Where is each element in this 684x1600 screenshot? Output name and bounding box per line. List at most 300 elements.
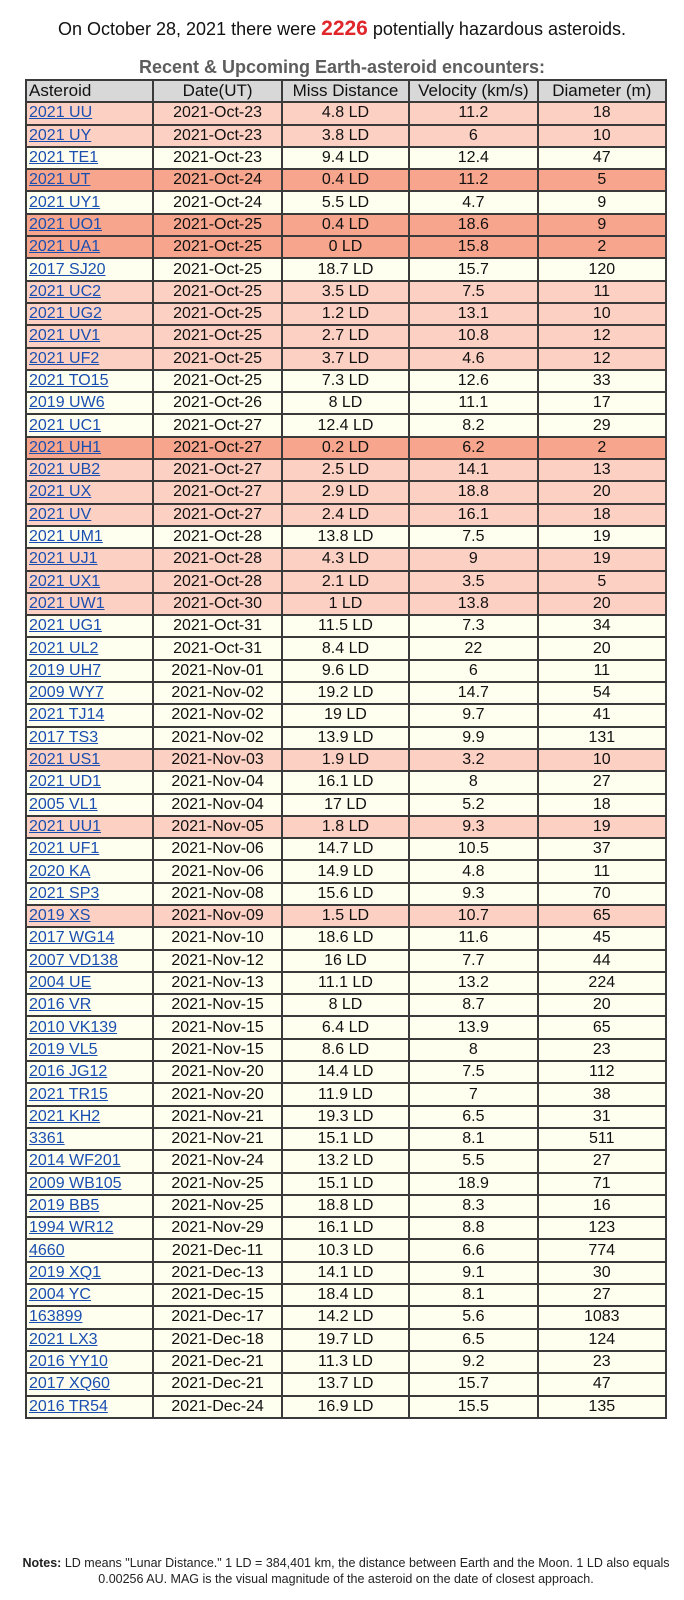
diameter-cell: 20 xyxy=(538,593,666,615)
asteroid-cell xyxy=(26,682,153,704)
diameter-cell: 123 xyxy=(538,1217,666,1239)
velocity-cell: 5.6 xyxy=(409,1306,537,1328)
asteroid-cell xyxy=(26,1195,153,1217)
diameter-cell: 20 xyxy=(538,481,666,503)
velocity-cell: 18.9 xyxy=(409,1173,537,1195)
asteroid-link[interactable]: 2009 WY7 xyxy=(29,684,104,702)
diameter-cell: 38 xyxy=(538,1083,666,1105)
table-row xyxy=(26,794,666,816)
table-row xyxy=(26,1173,666,1195)
velocity-cell: 5.5 xyxy=(409,1150,537,1172)
asteroid-cell xyxy=(26,727,153,749)
miss-distance-cell: 15.6 LD xyxy=(282,883,409,905)
asteroid-cell xyxy=(26,1128,153,1150)
miss-distance-cell: 16.9 LD xyxy=(282,1396,409,1418)
asteroid-link[interactable]: 2021 UT xyxy=(29,171,91,189)
table-row xyxy=(26,1262,666,1284)
diameter-cell: 9 xyxy=(538,191,666,213)
velocity-cell: 9.9 xyxy=(409,727,537,749)
diameter-cell: 19 xyxy=(538,548,666,570)
velocity-cell: 10.8 xyxy=(409,325,537,347)
diameter-cell: 47 xyxy=(538,147,666,169)
diameter-cell: 224 xyxy=(538,972,666,994)
miss-distance-cell: 2.7 LD xyxy=(282,325,409,347)
asteroid-cell xyxy=(26,615,153,637)
date-cell: 2021-Oct-23 xyxy=(153,147,281,169)
table-row xyxy=(26,548,666,570)
table-row xyxy=(26,1083,666,1105)
asteroid-link[interactable]: 3361 xyxy=(29,1130,65,1148)
asteroid-link[interactable]: 2005 VL1 xyxy=(29,795,98,813)
miss-distance-cell: 19.3 LD xyxy=(282,1106,409,1128)
date-cell: 2021-Nov-15 xyxy=(153,1016,281,1038)
date-cell: 2021-Nov-04 xyxy=(153,794,281,816)
asteroid-cell xyxy=(26,325,153,347)
asteroid-link[interactable]: 2016 VR xyxy=(29,996,92,1014)
asteroid-link[interactable]: 2021 TJ14 xyxy=(29,706,105,724)
asteroid-cell xyxy=(26,1217,153,1239)
date-cell: 2021-Oct-26 xyxy=(153,392,281,414)
column-header-velocity: Velocity (km/s) xyxy=(409,80,537,102)
asteroid-link[interactable]: 2021 UJ1 xyxy=(29,550,98,568)
miss-distance-cell: 18.4 LD xyxy=(282,1284,409,1306)
miss-distance-cell: 14.9 LD xyxy=(282,860,409,882)
miss-distance-cell: 18.6 LD xyxy=(282,927,409,949)
table-row xyxy=(26,526,666,548)
diameter-cell: 11 xyxy=(538,860,666,882)
diameter-cell: 1083 xyxy=(538,1306,666,1328)
table-row xyxy=(26,437,666,459)
date-cell: 2021-Nov-05 xyxy=(153,816,281,838)
date-cell: 2021-Oct-27 xyxy=(153,504,281,526)
asteroid-link[interactable]: 2021 UU1 xyxy=(29,817,102,835)
asteroid-link[interactable]: 2016 TR54 xyxy=(29,1397,108,1415)
asteroid-link[interactable]: 2014 WF201 xyxy=(29,1152,121,1170)
asteroid-link[interactable]: 2017 SJ20 xyxy=(29,260,106,278)
date-cell: 2021-Oct-31 xyxy=(153,615,281,637)
miss-distance-cell: 19 LD xyxy=(282,704,409,726)
asteroid-link[interactable]: 2019 UH7 xyxy=(29,661,102,679)
date-cell: 2021-Nov-04 xyxy=(153,771,281,793)
asteroid-link[interactable]: 2019 UW6 xyxy=(29,394,105,412)
asteroid-link[interactable]: 2021 UV1 xyxy=(29,327,101,345)
asteroid-link[interactable]: 2021 UC2 xyxy=(29,282,102,300)
date-cell: 2021-Oct-30 xyxy=(153,593,281,615)
date-cell: 2021-Dec-15 xyxy=(153,1284,281,1306)
velocity-cell: 8 xyxy=(409,771,537,793)
miss-distance-cell: 2.1 LD xyxy=(282,571,409,593)
asteroid-link[interactable]: 2010 VK139 xyxy=(29,1018,118,1036)
velocity-cell: 13.2 xyxy=(409,972,537,994)
asteroid-link[interactable]: 1994 WR12 xyxy=(29,1219,114,1237)
date-cell: 2021-Oct-28 xyxy=(153,548,281,570)
asteroid-cell xyxy=(26,660,153,682)
table-row xyxy=(26,571,666,593)
asteroid-link[interactable]: 2021 UY1 xyxy=(29,193,101,211)
date-cell: 2021-Nov-29 xyxy=(153,1217,281,1239)
velocity-cell: 6.6 xyxy=(409,1239,537,1261)
asteroid-link[interactable]: 2021 UL2 xyxy=(29,639,99,657)
asteroid-link[interactable]: 2021 SP3 xyxy=(29,884,100,902)
table-row xyxy=(26,727,666,749)
asteroid-cell xyxy=(26,972,153,994)
velocity-cell: 6.2 xyxy=(409,437,537,459)
asteroid-cell xyxy=(26,1150,153,1172)
asteroid-link[interactable]: 2021 UF1 xyxy=(29,840,100,858)
velocity-cell: 3.5 xyxy=(409,571,537,593)
velocity-cell: 4.7 xyxy=(409,191,537,213)
velocity-cell: 18.8 xyxy=(409,481,537,503)
date-cell: 2021-Oct-25 xyxy=(153,348,281,370)
velocity-cell: 12.6 xyxy=(409,370,537,392)
miss-distance-cell: 11.1 LD xyxy=(282,972,409,994)
miss-distance-cell: 15.1 LD xyxy=(282,1173,409,1195)
asteroid-cell xyxy=(26,236,153,258)
velocity-cell: 9.3 xyxy=(409,816,537,838)
miss-distance-cell: 7.3 LD xyxy=(282,370,409,392)
date-cell: 2021-Nov-06 xyxy=(153,860,281,882)
diameter-cell: 120 xyxy=(538,258,666,280)
diameter-cell: 5 xyxy=(538,169,666,191)
diameter-cell: 33 xyxy=(538,370,666,392)
velocity-cell: 8.1 xyxy=(409,1128,537,1150)
velocity-cell: 7.3 xyxy=(409,615,537,637)
asteroid-cell xyxy=(26,191,153,213)
miss-distance-cell: 9.4 LD xyxy=(282,147,409,169)
asteroid-link[interactable]: 2021 UX xyxy=(29,483,92,501)
asteroid-link[interactable]: 2021 KH2 xyxy=(29,1107,101,1125)
asteroid-cell xyxy=(26,771,153,793)
date-cell: 2021-Nov-20 xyxy=(153,1061,281,1083)
velocity-cell: 8 xyxy=(409,1039,537,1061)
asteroid-cell xyxy=(26,504,153,526)
asteroid-cell xyxy=(26,303,153,325)
asteroid-cell xyxy=(26,1083,153,1105)
miss-distance-cell: 12.4 LD xyxy=(282,414,409,436)
diameter-cell: 19 xyxy=(538,526,666,548)
miss-distance-cell: 8.6 LD xyxy=(282,1039,409,1061)
asteroid-link[interactable]: 2019 VL5 xyxy=(29,1040,98,1058)
asteroid-cell xyxy=(26,794,153,816)
asteroid-link[interactable]: 2021 UH1 xyxy=(29,438,102,456)
asteroid-link[interactable]: 2021 UU xyxy=(29,104,93,122)
velocity-cell: 9.3 xyxy=(409,883,537,905)
asteroid-cell xyxy=(26,392,153,414)
asteroid-link[interactable]: 2021 UC1 xyxy=(29,416,102,434)
asteroid-link[interactable]: 2021 UG2 xyxy=(29,305,102,323)
velocity-cell: 16.1 xyxy=(409,504,537,526)
velocity-cell: 15.8 xyxy=(409,236,537,258)
date-cell: 2021-Oct-28 xyxy=(153,571,281,593)
miss-distance-cell: 6.4 LD xyxy=(282,1016,409,1038)
table-row xyxy=(26,1195,666,1217)
velocity-cell: 3.2 xyxy=(409,749,537,771)
asteroid-link[interactable]: 2021 LX3 xyxy=(29,1330,98,1348)
diameter-cell: 2 xyxy=(538,437,666,459)
table-row xyxy=(26,771,666,793)
table-row xyxy=(26,994,666,1016)
table-row xyxy=(26,1016,666,1038)
asteroid-link[interactable]: 2021 TE1 xyxy=(29,149,99,167)
table-row xyxy=(26,236,666,258)
miss-distance-cell: 2.4 LD xyxy=(282,504,409,526)
asteroid-link[interactable]: 2020 KA xyxy=(29,862,91,880)
date-cell: 2021-Oct-25 xyxy=(153,325,281,347)
date-cell: 2021-Oct-25 xyxy=(153,214,281,236)
diameter-cell: 27 xyxy=(538,1284,666,1306)
date-cell: 2021-Nov-15 xyxy=(153,1039,281,1061)
asteroid-link[interactable]: 2017 WG14 xyxy=(29,929,115,947)
miss-distance-cell: 1 LD xyxy=(282,593,409,615)
diameter-cell: 9 xyxy=(538,214,666,236)
table-row xyxy=(26,637,666,659)
table-row xyxy=(26,370,666,392)
miss-distance-cell: 5.5 LD xyxy=(282,191,409,213)
table-row xyxy=(26,615,666,637)
diameter-cell: 18 xyxy=(538,794,666,816)
velocity-cell: 8.3 xyxy=(409,1195,537,1217)
table-row xyxy=(26,281,666,303)
diameter-cell: 70 xyxy=(538,883,666,905)
diameter-cell: 18 xyxy=(538,504,666,526)
asteroid-link[interactable]: 2021 UB2 xyxy=(29,461,101,479)
date-cell: 2021-Nov-20 xyxy=(153,1083,281,1105)
diameter-cell: 23 xyxy=(538,1039,666,1061)
table-row xyxy=(26,1150,666,1172)
miss-distance-cell: 1.2 LD xyxy=(282,303,409,325)
asteroid-link[interactable]: 2021 TR15 xyxy=(29,1085,108,1103)
date-cell: 2021-Oct-23 xyxy=(153,125,281,147)
table-row xyxy=(26,682,666,704)
asteroid-cell xyxy=(26,838,153,860)
date-cell: 2021-Nov-06 xyxy=(153,838,281,860)
table-row xyxy=(26,816,666,838)
table-row xyxy=(26,1329,666,1351)
table-row xyxy=(26,905,666,927)
date-cell: 2021-Oct-28 xyxy=(153,526,281,548)
asteroid-link[interactable]: 4660 xyxy=(29,1241,65,1259)
date-cell: 2021-Oct-27 xyxy=(153,481,281,503)
miss-distance-cell: 17 LD xyxy=(282,794,409,816)
diameter-cell: 54 xyxy=(538,682,666,704)
asteroid-cell xyxy=(26,860,153,882)
velocity-cell: 11.6 xyxy=(409,927,537,949)
asteroid-cell xyxy=(26,147,153,169)
velocity-cell: 15.5 xyxy=(409,1396,537,1418)
diameter-cell: 131 xyxy=(538,727,666,749)
miss-distance-cell: 13.8 LD xyxy=(282,526,409,548)
table-row xyxy=(26,883,666,905)
date-cell: 2021-Dec-21 xyxy=(153,1373,281,1395)
miss-distance-cell: 13.9 LD xyxy=(282,727,409,749)
table-row xyxy=(26,191,666,213)
diameter-cell: 135 xyxy=(538,1396,666,1418)
miss-distance-cell: 8 LD xyxy=(282,994,409,1016)
date-cell: 2021-Nov-10 xyxy=(153,927,281,949)
asteroid-cell xyxy=(26,571,153,593)
column-header-diameter: Diameter (m) xyxy=(538,80,666,102)
table-body xyxy=(26,102,666,1418)
asteroid-cell xyxy=(26,1061,153,1083)
asteroid-link[interactable]: 2021 UM1 xyxy=(29,528,103,546)
diameter-cell: 10 xyxy=(538,749,666,771)
table-row xyxy=(26,927,666,949)
table-title: Recent & Upcoming Earth-asteroid encounters: xyxy=(138,57,546,77)
asteroid-link[interactable]: 2021 US1 xyxy=(29,751,101,769)
table-row xyxy=(26,1128,666,1150)
asteroid-link[interactable]: 2021 UX1 xyxy=(29,572,101,590)
asteroid-cell xyxy=(26,816,153,838)
asteroid-link[interactable]: 2016 JG12 xyxy=(29,1063,108,1081)
miss-distance-cell: 4.8 LD xyxy=(282,102,409,124)
miss-distance-cell: 0.2 LD xyxy=(282,437,409,459)
asteroid-link[interactable]: 2019 XQ1 xyxy=(29,1263,102,1281)
asteroid-link[interactable]: 2019 XS xyxy=(29,907,91,925)
diameter-cell: 23 xyxy=(538,1351,666,1373)
date-cell: 2021-Nov-12 xyxy=(153,950,281,972)
asteroid-cell xyxy=(26,1239,153,1261)
asteroid-link[interactable]: 2021 TO15 xyxy=(29,372,109,389)
date-cell: 2021-Nov-09 xyxy=(153,905,281,927)
miss-distance-cell: 10.3 LD xyxy=(282,1239,409,1261)
asteroid-link[interactable]: 2016 YY10 xyxy=(29,1353,108,1371)
asteroid-cell xyxy=(26,883,153,905)
table-row xyxy=(26,504,666,526)
asteroid-link[interactable]: 2004 YC xyxy=(29,1286,91,1304)
velocity-cell: 11.2 xyxy=(409,169,537,191)
table-row xyxy=(26,1373,666,1395)
date-cell: 2021-Nov-01 xyxy=(153,660,281,682)
miss-distance-cell: 3.7 LD xyxy=(282,348,409,370)
table-row xyxy=(26,1306,666,1328)
asteroid-link[interactable]: 2021 UD1 xyxy=(29,773,102,791)
miss-distance-cell: 11.5 LD xyxy=(282,615,409,637)
asteroid-cell xyxy=(26,548,153,570)
diameter-cell: 27 xyxy=(538,1150,666,1172)
date-cell: 2021-Dec-21 xyxy=(153,1351,281,1373)
diameter-cell: 124 xyxy=(538,1329,666,1351)
asteroid-cell xyxy=(26,1284,153,1306)
miss-distance-cell: 14.2 LD xyxy=(282,1306,409,1328)
table-row xyxy=(26,1061,666,1083)
velocity-cell: 11.1 xyxy=(409,392,537,414)
date-cell: 2021-Oct-24 xyxy=(153,191,281,213)
asteroid-cell xyxy=(26,1396,153,1418)
diameter-cell: 11 xyxy=(538,660,666,682)
diameter-cell: 20 xyxy=(538,637,666,659)
diameter-cell: 34 xyxy=(538,615,666,637)
velocity-cell: 8.1 xyxy=(409,1284,537,1306)
date-cell: 2021-Nov-21 xyxy=(153,1106,281,1128)
asteroid-link[interactable]: 2004 UE xyxy=(29,974,92,992)
table-row xyxy=(26,214,666,236)
asteroid-link[interactable]: 2021 UA1 xyxy=(29,238,101,256)
date-cell: 2021-Nov-02 xyxy=(153,727,281,749)
asteroid-link[interactable]: 2007 VD138 xyxy=(29,951,118,969)
table-row xyxy=(26,593,666,615)
asteroid-cell xyxy=(26,1262,153,1284)
asteroid-cell xyxy=(26,1016,153,1038)
diameter-cell: 511 xyxy=(538,1128,666,1150)
velocity-cell: 9.1 xyxy=(409,1262,537,1284)
velocity-cell: 15.7 xyxy=(409,258,537,280)
miss-distance-cell: 2.9 LD xyxy=(282,481,409,503)
asteroid-cell xyxy=(26,704,153,726)
velocity-cell: 13.1 xyxy=(409,303,537,325)
miss-distance-cell: 14.1 LD xyxy=(282,1262,409,1284)
diameter-cell: 45 xyxy=(538,927,666,949)
diameter-cell: 12 xyxy=(538,348,666,370)
asteroid-link[interactable]: 2017 TS3 xyxy=(29,728,99,746)
date-cell: 2021-Nov-25 xyxy=(153,1195,281,1217)
asteroid-link[interactable]: 2021 UG1 xyxy=(29,617,102,635)
velocity-cell: 11.2 xyxy=(409,102,537,124)
asteroid-link[interactable]: 163899 xyxy=(29,1308,83,1326)
asteroid-link[interactable]: 2021 UO1 xyxy=(29,215,102,233)
velocity-cell: 7.5 xyxy=(409,526,537,548)
asteroid-cell xyxy=(26,1173,153,1195)
table-row xyxy=(26,169,666,191)
table-row xyxy=(26,950,666,972)
asteroid-cell xyxy=(26,1351,153,1373)
velocity-cell: 12.4 xyxy=(409,147,537,169)
diameter-cell: 37 xyxy=(538,838,666,860)
diameter-cell: 65 xyxy=(538,1016,666,1038)
table-row xyxy=(26,392,666,414)
asteroid-cell xyxy=(26,437,153,459)
asteroid-link[interactable]: 2017 XQ60 xyxy=(29,1375,110,1393)
encounters-table xyxy=(25,79,667,1419)
table-row xyxy=(26,325,666,347)
miss-distance-cell: 13.7 LD xyxy=(282,1373,409,1395)
date-cell: 2021-Oct-27 xyxy=(153,437,281,459)
velocity-cell: 10.7 xyxy=(409,905,537,927)
asteroid-cell xyxy=(26,1106,153,1128)
asteroid-cell xyxy=(26,459,153,481)
velocity-cell: 7 xyxy=(409,1083,537,1105)
velocity-cell: 9.7 xyxy=(409,704,537,726)
miss-distance-cell: 8.4 LD xyxy=(282,637,409,659)
diameter-cell: 10 xyxy=(538,125,666,147)
velocity-cell: 4.8 xyxy=(409,860,537,882)
asteroid-link[interactable]: 2021 UF2 xyxy=(29,349,100,367)
asteroid-cell xyxy=(26,593,153,615)
diameter-cell: 41 xyxy=(538,704,666,726)
miss-distance-cell: 3.5 LD xyxy=(282,281,409,303)
asteroid-link[interactable]: 2021 UY xyxy=(29,126,92,144)
miss-distance-cell: 16.1 LD xyxy=(282,1217,409,1239)
miss-distance-cell: 15.1 LD xyxy=(282,1128,409,1150)
asteroid-link[interactable]: 2019 BB5 xyxy=(29,1196,100,1214)
headline-prefix: On October 28, 2021 there were xyxy=(57,19,317,39)
date-cell: 2021-Nov-02 xyxy=(153,704,281,726)
velocity-cell: 6 xyxy=(409,125,537,147)
table-row xyxy=(26,147,666,169)
asteroid-link[interactable]: 2021 UW1 xyxy=(29,594,105,612)
velocity-cell: 5.2 xyxy=(409,794,537,816)
table-row xyxy=(26,1106,666,1128)
miss-distance-cell: 4.3 LD xyxy=(282,548,409,570)
miss-distance-cell: 9.6 LD xyxy=(282,660,409,682)
velocity-cell: 15.7 xyxy=(409,1373,537,1395)
table-row xyxy=(26,481,666,503)
miss-distance-cell: 8 LD xyxy=(282,392,409,414)
miss-distance-cell: 16.1 LD xyxy=(282,771,409,793)
date-cell: 2021-Oct-25 xyxy=(153,281,281,303)
asteroid-link[interactable]: 2021 UV xyxy=(29,505,92,523)
asteroid-cell xyxy=(26,102,153,124)
asteroid-link[interactable]: 2009 WB105 xyxy=(29,1174,122,1192)
